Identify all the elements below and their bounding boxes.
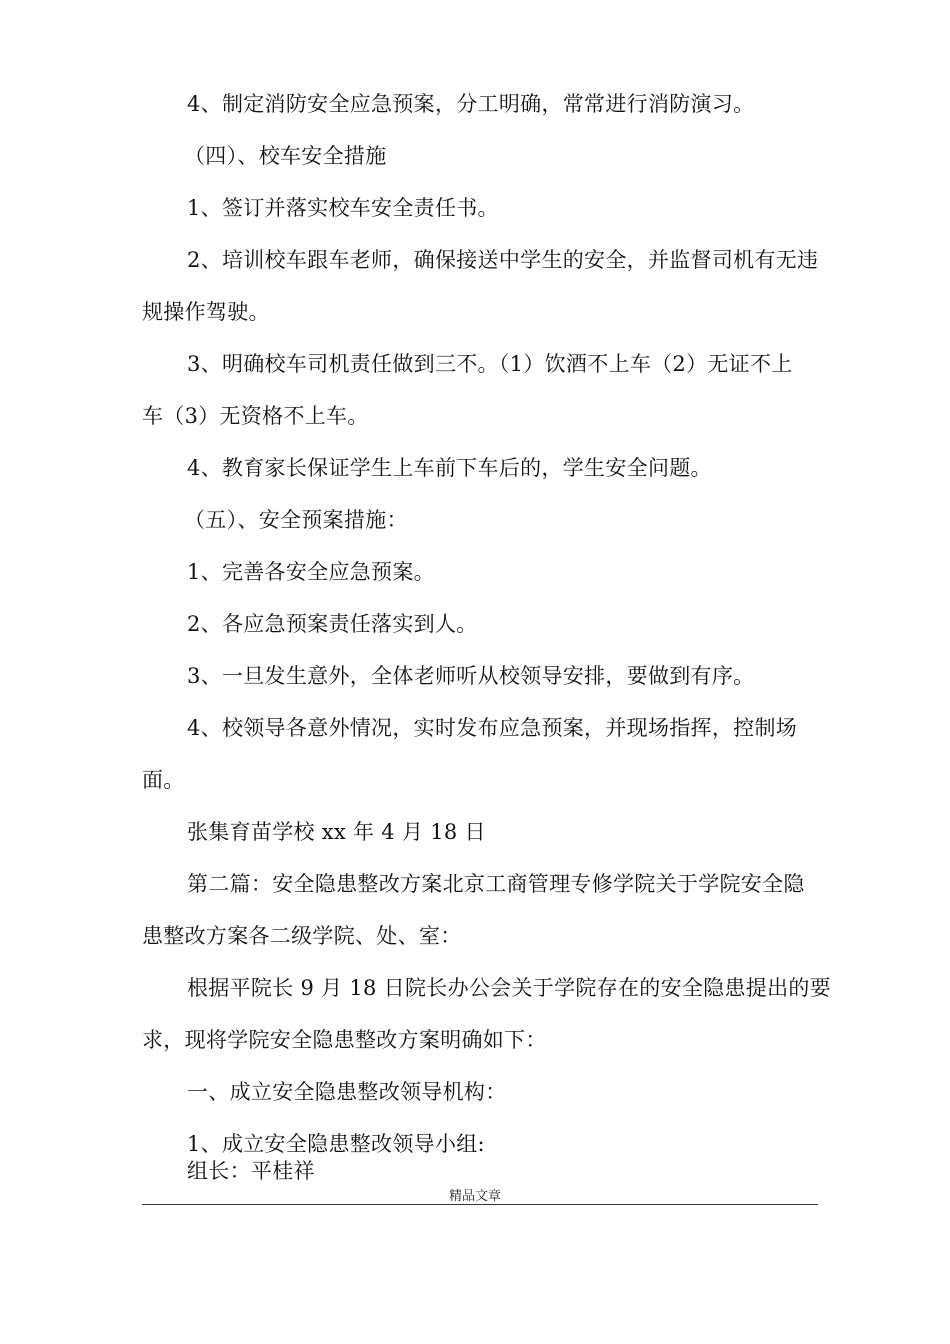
- signature-line: 张集育苗学校 xx 年 4 月 18 日: [187, 820, 486, 844]
- paragraph-line: 4、校领导各意外情况，实时发布应急预案，并现场指挥，控制场: [187, 716, 798, 740]
- footer-label: 精品文章: [448, 1189, 501, 1204]
- footer-divider: [142, 1204, 818, 1205]
- paragraph-line: 2、各应急预案责任落实到人。: [187, 612, 478, 636]
- paragraph-line: 1、签订并落实校车安全责任书。: [187, 196, 499, 220]
- paragraph-line: 患整改方案各二级学院、处、室：: [142, 924, 462, 948]
- paragraph-line: 2、培训校车跟车老师，确保接送中学生的安全，并监督司机有无违: [187, 248, 819, 272]
- section-heading: （五）、安全预案措施：: [184, 508, 408, 532]
- paragraph-line: 1、完善各安全应急预案。: [187, 560, 435, 584]
- paragraph-line: 车（3）无资格不上车。: [142, 404, 369, 428]
- paragraph-line: 规操作驾驶。: [142, 300, 270, 324]
- section-heading: 一、成立安全隐患整改领导机构：: [187, 1080, 507, 1104]
- paragraph-line: 根据平院长 9 月 18 日院长办公会关于学院存在的安全隐患提出的要: [187, 976, 831, 1000]
- paragraph-line: 组长：平桂祥: [187, 1159, 315, 1183]
- paragraph-line: 3、一旦发生意外，全体老师听从校领导安排，要做到有序。: [187, 664, 755, 688]
- paragraph-line: 4、制定消防安全应急预案，分工明确，常常进行消防演习。: [187, 92, 755, 116]
- paragraph-line: 4、教育家长保证学生上车前下车后的，学生安全问题。: [187, 456, 712, 480]
- paragraph-line: 1、成立安全隐患整改领导小组:: [187, 1132, 485, 1156]
- paragraph-line: 第二篇：安全隐患整改方案北京工商管理专修学院关于学院安全隐: [187, 872, 805, 896]
- paragraph-line: 面。: [142, 768, 185, 792]
- paragraph-line: 求，现将学院安全隐患整改方案明确如下：: [142, 1028, 547, 1052]
- section-heading: （四）、校车安全措施: [184, 144, 387, 168]
- paragraph-line: 3、明确校车司机责任做到三不。（1）饮酒不上车（2）无证不上: [187, 352, 793, 376]
